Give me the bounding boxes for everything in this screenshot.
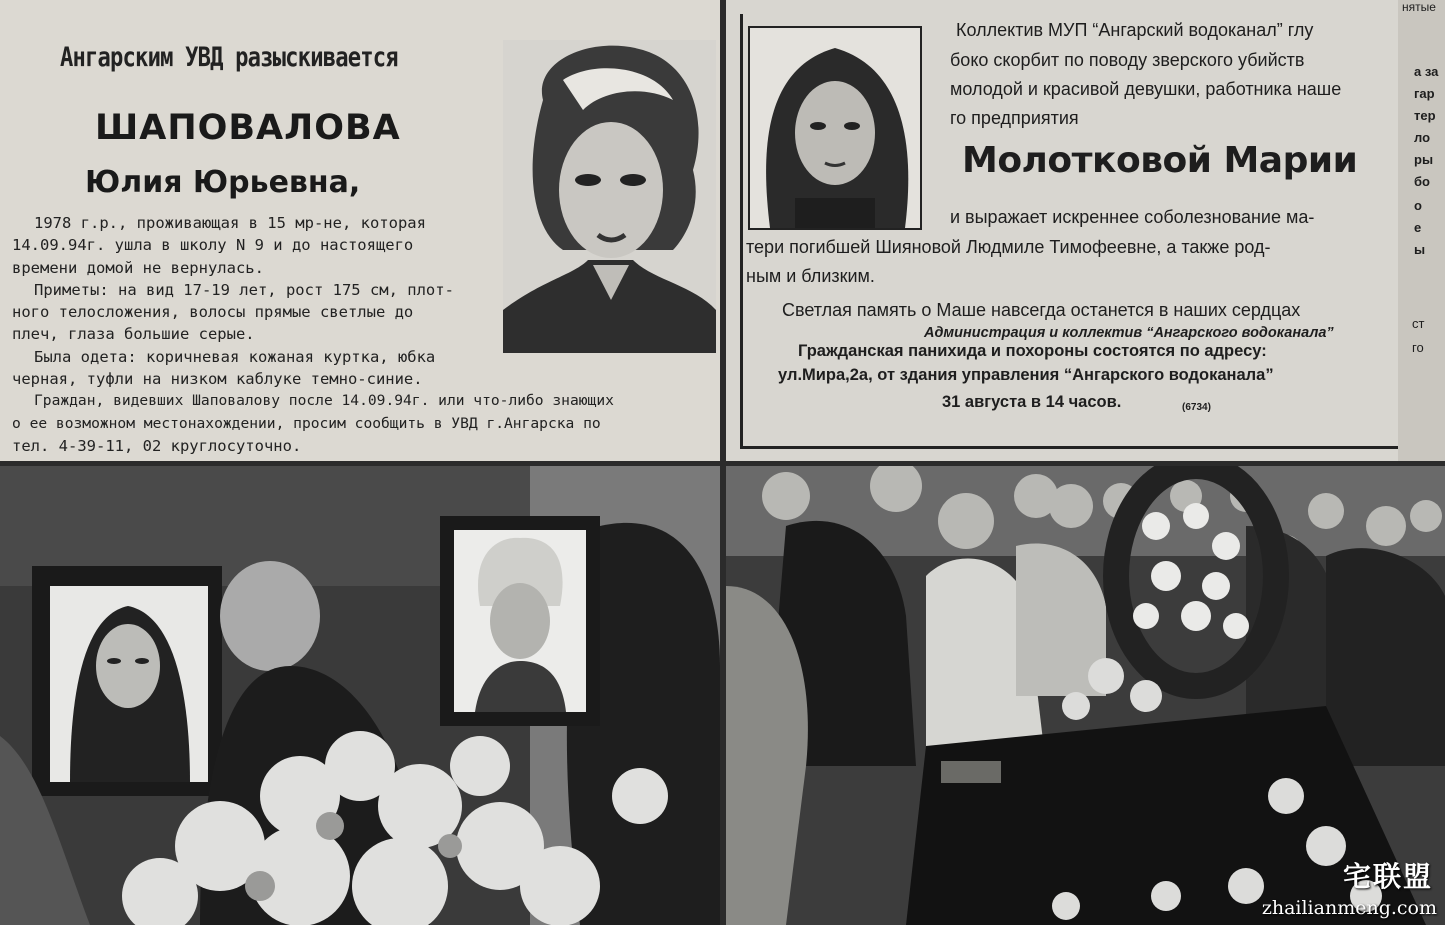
condolence-line: ным и близким. bbox=[746, 266, 875, 286]
funeral-crowd-photo bbox=[726, 466, 1445, 925]
funeral-crowd-scene bbox=[726, 466, 1445, 925]
wanted-given-name: Юлия Юрьевна, bbox=[85, 165, 361, 200]
funeral-portraits-scene bbox=[0, 466, 720, 925]
wanted-line: Приметы: на вид 17-19 лет, рост 175 см, плот- bbox=[34, 280, 454, 299]
wanted-line: 14.09.94г. ушла в школу N 9 и до настоящего bbox=[12, 236, 414, 255]
condolence-line: тери погибшей Шияновой Людмиле Тимофеевне, а также род- bbox=[746, 237, 1271, 257]
margin-fragment: гар bbox=[1414, 86, 1435, 101]
wanted-line: ного телосложения, волосы прямые светлые до bbox=[12, 303, 414, 322]
margin-fragment: ы bbox=[1414, 242, 1426, 257]
margin-fragment: е bbox=[1414, 220, 1422, 235]
wanted-line: времени домой не вернулась. bbox=[12, 258, 264, 277]
wanted-line: Была одета: коричневая кожаная куртка, юбка bbox=[34, 347, 436, 366]
condolence-portrait-photo bbox=[748, 26, 922, 230]
condolence-date-line: 31 августа в 14 часов. bbox=[942, 393, 1122, 411]
condolence-line: Коллектив МУП “Ангарский водоканал” глу bbox=[956, 20, 1314, 40]
watermark-logo-text: 宅联盟 bbox=[1342, 860, 1433, 893]
wanted-heading: Ангарским УВД разыскивается bbox=[60, 42, 398, 73]
condolence-signature: Администрация и коллектив “Ангарского водоканала” bbox=[924, 325, 1334, 341]
wanted-line: Граждан, видевших Шаповалову после 14.09.94г. или что-либо знающих bbox=[34, 392, 614, 410]
margin-fragment: го bbox=[1412, 340, 1424, 355]
margin-fragment: нятые bbox=[1402, 0, 1436, 14]
margin-fragment: ры bbox=[1414, 152, 1434, 167]
condolence-funeral-line: Гражданская панихида и похороны состоятся по адресу: bbox=[798, 342, 1267, 360]
wanted-line: 1978 г.р., проживающая в 15 мр-не, которая bbox=[34, 214, 426, 232]
margin-fragment: бо bbox=[1414, 174, 1430, 189]
wanted-surname: ШАПОВАЛОВА bbox=[95, 108, 401, 148]
condolence-line: и выражает искреннее соболезнование ма- bbox=[950, 207, 1315, 227]
condolence-line: го предприятия bbox=[950, 108, 1079, 128]
adjacent-column-strip bbox=[1398, 0, 1445, 461]
condolence-ad-code: (6734) bbox=[1182, 402, 1211, 413]
condolence-line: Светлая память о Маше навсегда останется в наших сердцах bbox=[782, 300, 1301, 320]
wanted-portrait-photo bbox=[503, 40, 716, 353]
margin-fragment: ло bbox=[1414, 130, 1431, 145]
condolence-deceased-name: Молотковой Марии bbox=[962, 140, 1358, 181]
condolence-address-line: ул.Мира,2а, от здания управления “Ангарского водоканала” bbox=[778, 366, 1274, 384]
condolence-line: боко скорбит по поводу зверского убийств bbox=[950, 50, 1305, 70]
margin-fragment: ст bbox=[1412, 316, 1425, 331]
condolence-line: молодой и красивой девушки, работника наше bbox=[950, 79, 1342, 99]
wanted-line: черная, туфли на низком каблуке темно-синие. bbox=[12, 370, 423, 389]
wanted-line: плеч, глаза большие серые. bbox=[12, 325, 255, 344]
wanted-notice-panel bbox=[0, 0, 720, 461]
watermark-url: zhailianmeng.com bbox=[1261, 897, 1437, 919]
funeral-portraits-photo bbox=[0, 466, 720, 925]
margin-fragment: а за bbox=[1414, 64, 1439, 79]
margin-fragment: о bbox=[1414, 198, 1422, 213]
condolence-notice-panel bbox=[726, 0, 1445, 461]
margin-fragment: тер bbox=[1414, 108, 1436, 123]
wanted-line: о ее возможном местонахождении, просим сообщить в УВД г.Ангарска по bbox=[12, 414, 601, 432]
wanted-line: тел. 4-39-11, 02 круглосуточно. bbox=[12, 436, 302, 455]
